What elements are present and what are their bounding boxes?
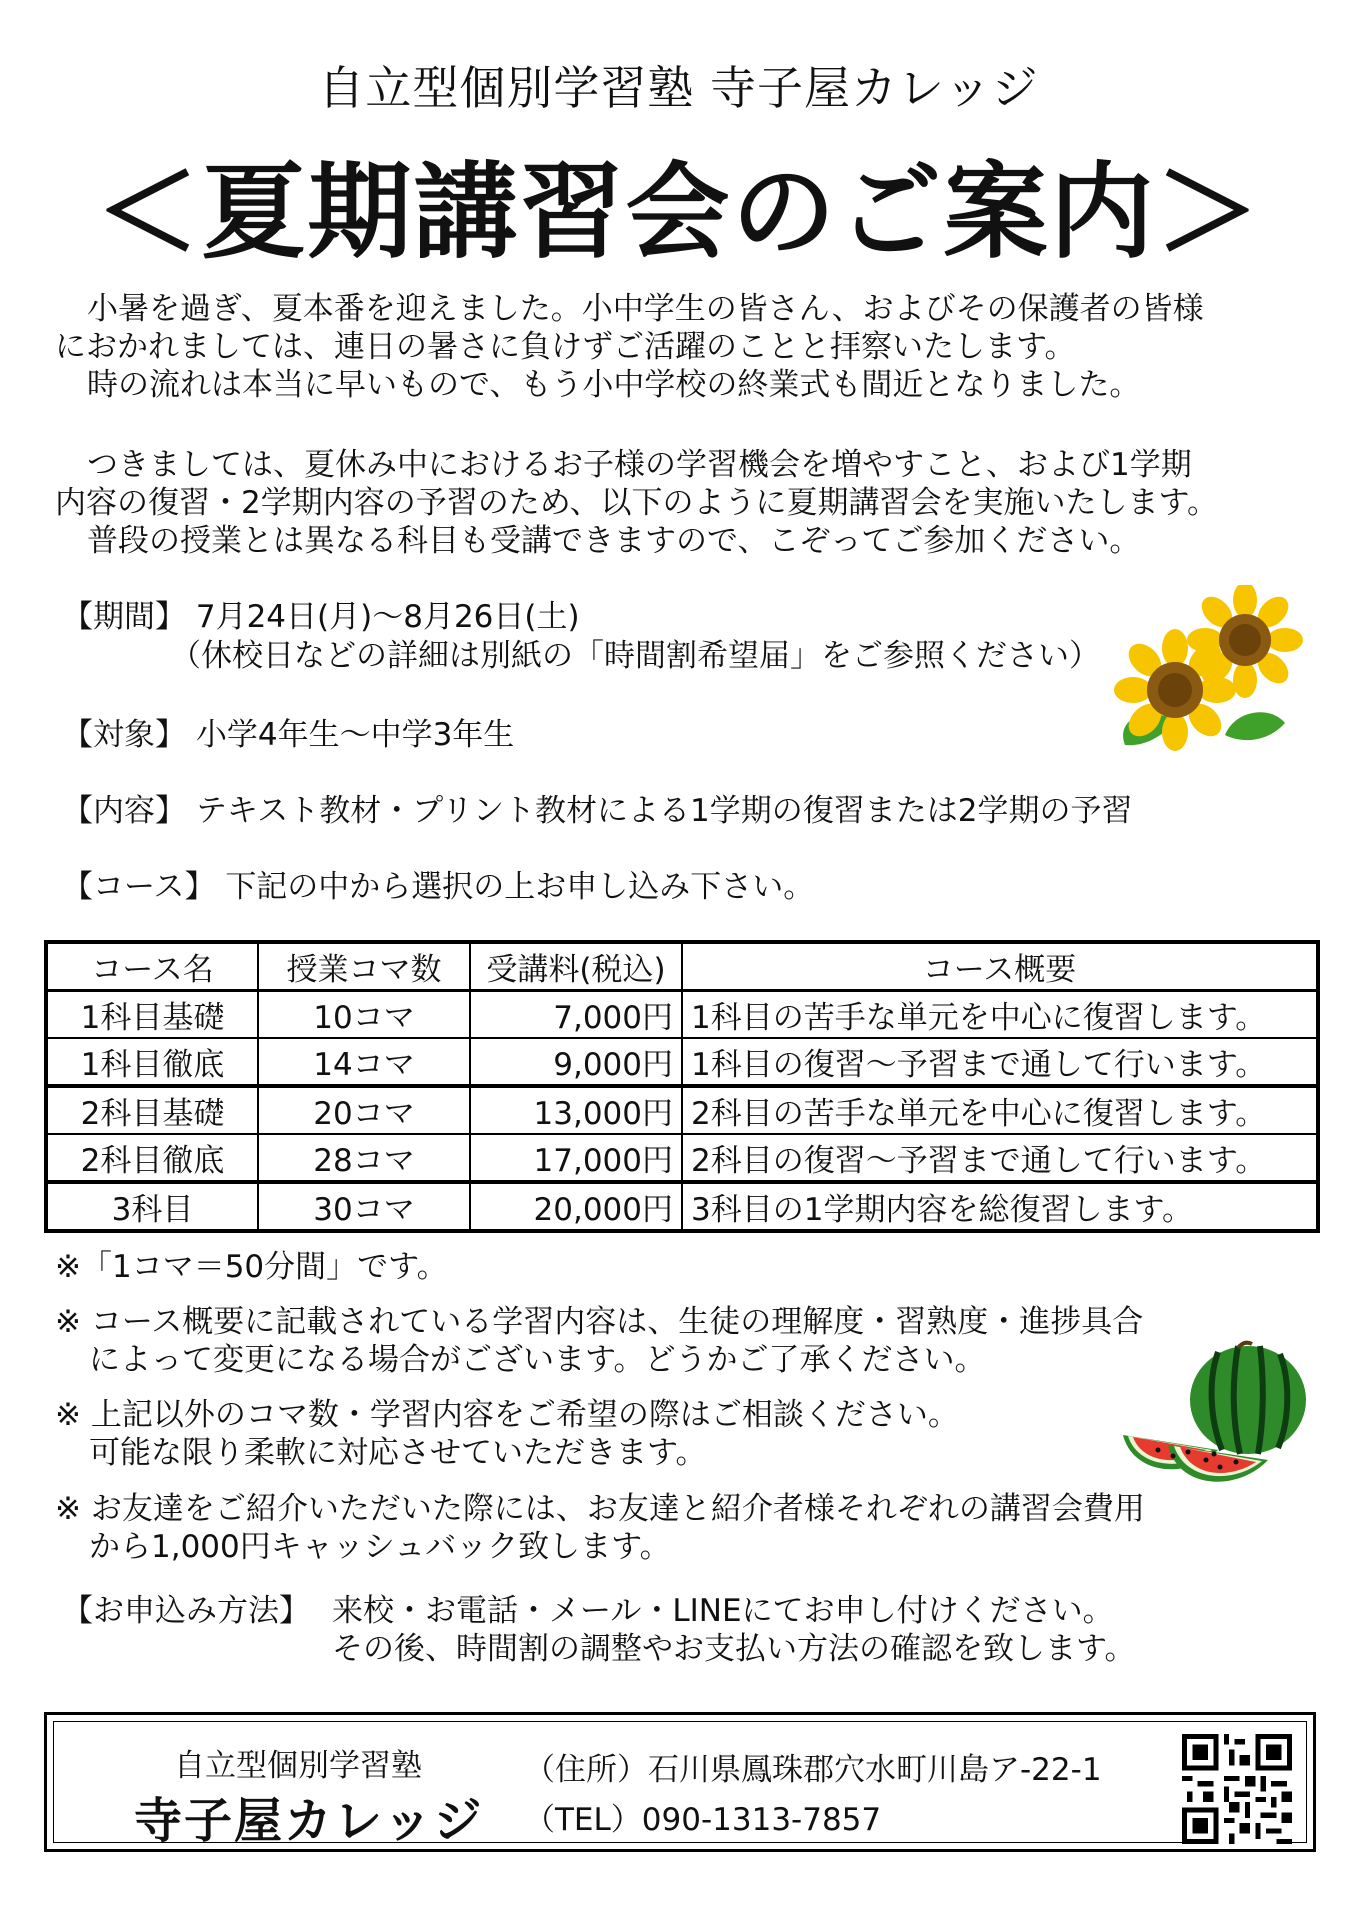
course-name: 2科目徹底 [46, 1134, 258, 1182]
course-summary: 2科目の苦手な単元を中心に復習します。 [682, 1086, 1318, 1134]
course-summary: 3科目の1学期内容を総復習します。 [682, 1182, 1318, 1231]
course-name: 1科目徹底 [46, 1038, 258, 1086]
lesson-count: 20コマ [258, 1086, 470, 1134]
content-value: テキスト教材・プリント教材による1学期の復習または2学期の予習 [195, 793, 1133, 829]
note-line: ※ コース概要に記載されている学習内容は、生徒の理解度・習熟度・進捗具合 [55, 1304, 1144, 1340]
course-summary: 2科目の復習～予習まで通して行います。 [682, 1134, 1318, 1182]
note-line: ※ 上記以外のコマ数・学習内容をご希望の際はご相談ください。 [55, 1397, 959, 1433]
course-fee: 13,000円 [470, 1086, 682, 1134]
footer-address: （住所）石川県鳳珠郡穴水町川島ア-22-1 [524, 1752, 1102, 1788]
contact-box-inner [53, 1721, 1307, 1849]
intro-paragraph-1 [55, 290, 1315, 404]
note-1 [55, 1248, 1255, 1286]
note-3 [55, 1396, 1255, 1472]
table-row [46, 991, 1318, 1039]
intro-line: におかれましては、連日の暑さに負けずご活躍のことと拝察いたします。 [55, 329, 1076, 365]
intro-line: 普段の授業とは異なる科目も受講できますので、こぞってご参加ください。 [87, 523, 1141, 559]
course-fee: 20,000円 [470, 1182, 682, 1231]
contact-box [44, 1712, 1316, 1852]
note-line: から1,000円キャッシュバック致します。 [89, 1529, 671, 1565]
table-row [46, 1038, 1318, 1086]
period-note: （休校日などの詳細は別紙の「時間割希望届」をご参照ください） [170, 638, 1100, 674]
lesson-count: 30コマ [258, 1182, 470, 1231]
note-line: によって変更になる場合がございます。どうかご了承ください。 [89, 1342, 986, 1378]
target-value: 小学4年生～中学3年生 [195, 717, 515, 753]
lesson-count: 10コマ [258, 991, 470, 1039]
course-table [44, 940, 1320, 1233]
header-summary: コース概要 [682, 942, 1318, 991]
course-fee: 7,000円 [470, 991, 682, 1039]
intro-line: つきましては、夏休み中におけるお子様の学習機会を増やすこと、および1学期 [87, 447, 1192, 483]
target-label: 【対象】 [62, 717, 186, 753]
note-4 [55, 1490, 1255, 1566]
sunflower-illustration [1105, 585, 1305, 755]
course-name: 1科目基礎 [46, 991, 258, 1039]
table-row [46, 1182, 1318, 1231]
header-lesson-count: 授業コマ数 [258, 942, 470, 991]
apply-line-1: 来校・お電話・メール・LINEにてお申し付けください。 [332, 1593, 1114, 1629]
header-course-name: コース名 [46, 942, 258, 991]
intro-line: 内容の復習・2学期内容の予習のため、以下のように夏期講習会を実施いたします。 [55, 485, 1218, 521]
content-label: 【内容】 [62, 793, 186, 829]
header-subtitle: 自立型個別学習塾 寺子屋カレッジ [318, 61, 1039, 115]
footer-school-name: 寺子屋カレッジ [134, 1793, 484, 1849]
course-name: 3科目 [46, 1182, 258, 1231]
course-fee: 9,000円 [470, 1038, 682, 1086]
apply-line-2: その後、時間割の調整やお支払い方法の確認を致します。 [332, 1631, 1136, 1667]
footer-tel: （TEL）090-1313-7857 [524, 1802, 882, 1838]
apply-label: 【お申込み方法】 [62, 1593, 310, 1629]
page-title: ＜夏期講習会のご案内＞ [95, 151, 1262, 273]
table-row [46, 1086, 1318, 1134]
table-header-row [46, 942, 1318, 991]
table-row [46, 1134, 1318, 1182]
footer-school-subtitle: 自立型個別学習塾 [174, 1748, 422, 1784]
period-row [62, 598, 580, 636]
period-label: 【期間】 [62, 599, 186, 635]
lesson-count: 28コマ [258, 1134, 470, 1182]
intro-paragraph-2 [55, 446, 1315, 560]
intro-line: 時の流れは本当に早いもので、もう小中学校の終業式も間近となりました。 [87, 367, 1141, 403]
note-2 [55, 1303, 1255, 1379]
course-value: 下記の中から選択の上お申し込み下さい。 [225, 869, 815, 905]
course-row [62, 868, 814, 906]
note-line: ※ お友達をご紹介いただいた際には、お友達と紹介者様それぞれの講習会費用 [55, 1491, 1145, 1527]
note-line: ※「1コマ＝50分間」です。 [55, 1249, 448, 1285]
header-fee: 受講料(税込) [470, 942, 682, 991]
period-value: 7月24日(月)～8月26日(土) [195, 599, 580, 635]
target-row [62, 716, 514, 754]
qr-code [1182, 1734, 1292, 1844]
note-line: 可能な限り柔軟に対応させていただきます。 [89, 1435, 707, 1471]
course-fee: 17,000円 [470, 1134, 682, 1182]
watermelon-illustration [1118, 1340, 1318, 1490]
lesson-count: 14コマ [258, 1038, 470, 1086]
course-summary: 1科目の復習～予習まで通して行います。 [682, 1038, 1318, 1086]
intro-line: 小暑を過ぎ、夏本番を迎えました。小中学生の皆さん、およびその保護者の皆様 [87, 291, 1204, 327]
course-summary: 1科目の苦手な単元を中心に復習します。 [682, 991, 1318, 1039]
course-name: 2科目基礎 [46, 1086, 258, 1134]
course-label: 【コース】 [62, 869, 216, 905]
content-row [62, 792, 1132, 830]
